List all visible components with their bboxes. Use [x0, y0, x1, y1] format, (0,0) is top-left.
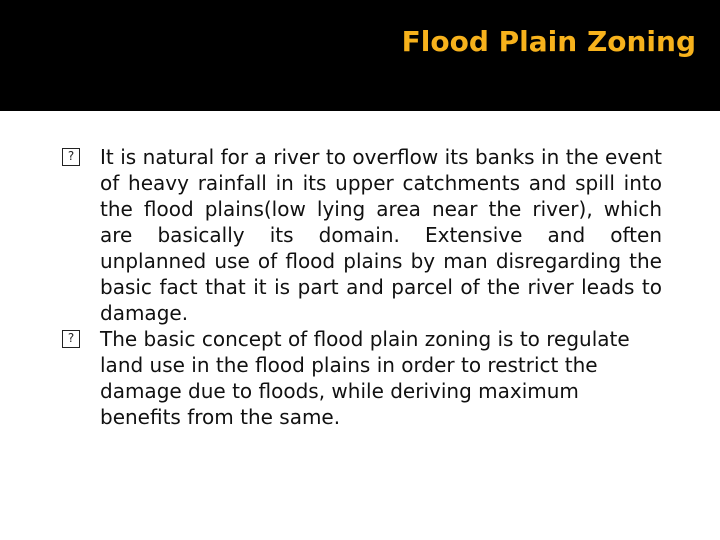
bullet-text-1: It is natural for a river to overflow its banks in the event of heavy rainfall in its upper catchments and spill into the flood plains(low lying area near the river), which are basically its domain. Extensive and often unplanned use of flood plains by man disregarding the basic fact that it is part and parcel of the river leads to damage.	[100, 145, 662, 325]
bullet-item-2	[62, 326, 662, 430]
title-bar	[0, 0, 720, 111]
bullet-item-1	[62, 144, 662, 326]
slide-content	[62, 144, 662, 430]
square-bullet-icon: ?	[62, 148, 80, 166]
bullet-text-2: The basic concept of flood plain zoning is to regulate land use in the flood plains in order to restrict the damage due to floods, while deriving maximum benefits from the same.	[100, 327, 630, 429]
square-bullet-icon: ?	[62, 330, 80, 348]
slide-title: Flood Plain Zoning	[401, 25, 696, 58]
